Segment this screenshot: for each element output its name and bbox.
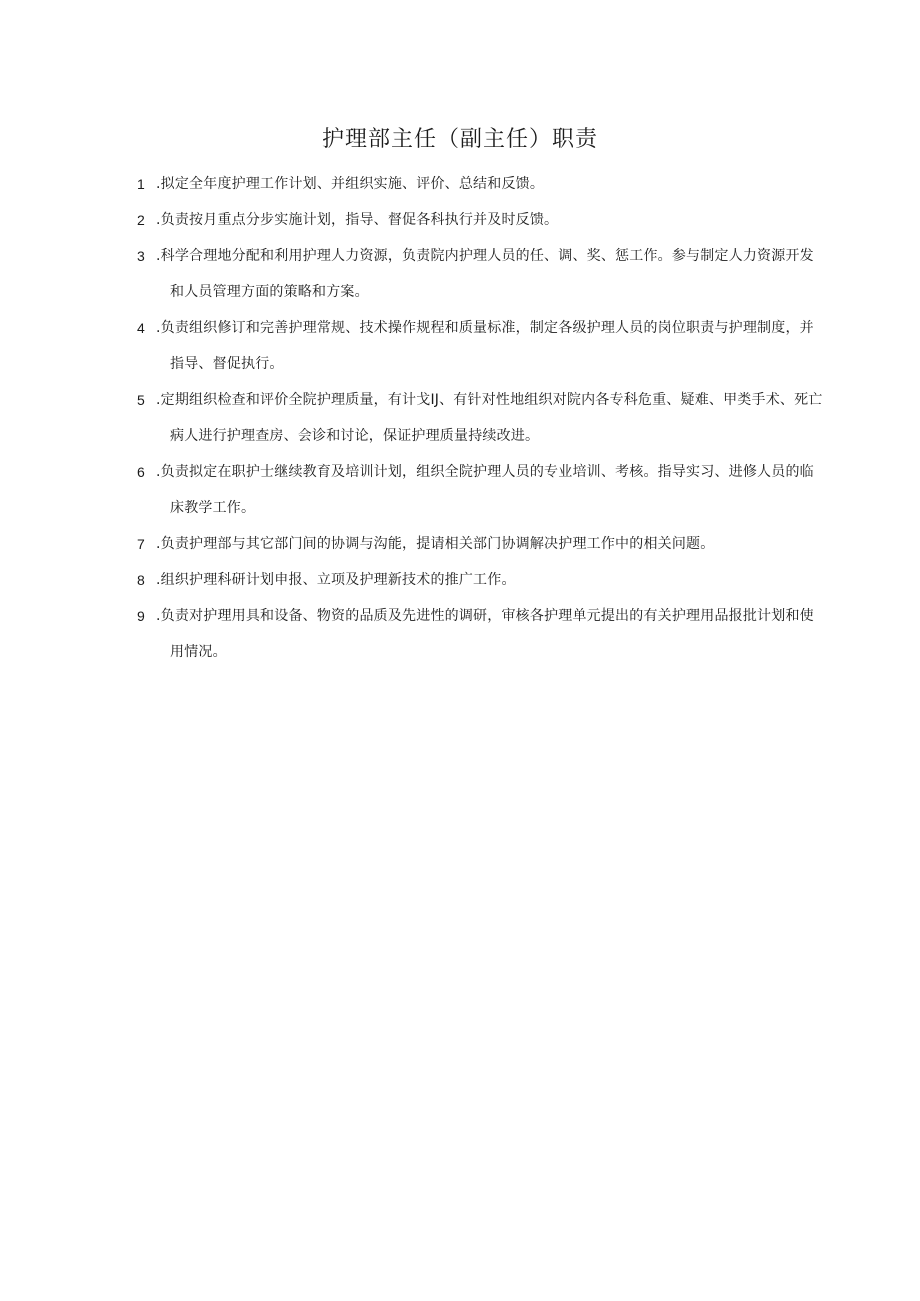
item-number: 5 [137, 392, 145, 408]
list-item [137, 454, 827, 526]
item-number: 6 [137, 464, 145, 480]
list-item [137, 526, 827, 562]
item-text: .负责对护理用具和设备、物资的品质及先进性的调研，审核各护理单元提出的有关护理用品报批计划和使用情况。 [156, 608, 814, 660]
item-text: .负责组织修订和完善护理常规、技术操作规程和质量标准，制定各级护理人员的岗位职责与护理制度，并指导、督促执行。 [156, 320, 814, 372]
item-number: 7 [137, 536, 145, 552]
item-number: 4 [137, 320, 145, 336]
item-text: .定期组织检查和评价全院护理质量，有计戈IJ、有针对性地组织对院内各专科危重、疑难、甲类手术、死亡病人进行护理查房、会诊和讨论，保证护理质量持续改进。 [156, 392, 823, 444]
document-title: 护理部主任（副主任）职责 [321, 127, 598, 152]
item-number: 8 [137, 572, 145, 588]
list-item [137, 166, 827, 202]
item-text: .组织护理科研计划申报、立项及护理新技术的推广工作。 [156, 572, 516, 588]
list-item [137, 310, 827, 382]
item-text: .拟定全年度护理工作计划、并组织实施、评价、总结和反馈。 [156, 176, 545, 192]
item-number: 1 [137, 176, 145, 192]
item-number: 3 [137, 248, 145, 264]
item-number: 2 [137, 212, 145, 228]
list-item [137, 382, 827, 454]
item-text: .负责拟定在职护士继续教育及培训计划，组织全院护理人员的专业培训、考核。指导实习、进修人员的临床教学工作。 [156, 464, 814, 516]
item-text: .负责护理部与其它部门间的协调与沟能，提请相关部门协调解决护理工作中的相关问题。 [156, 536, 715, 552]
duties-list [137, 166, 827, 670]
list-item [137, 562, 827, 598]
list-item [137, 238, 827, 310]
item-text: .科学合理地分配和利用护理人力资源，负责院内护理人员的任、调、奖、惩工作。参与制定人力资源开发和人员管理方面的策略和方案。 [156, 248, 814, 300]
item-text: .负责按月重点分步实施计划，指导、督促各科执行并及时反馈。 [156, 212, 559, 228]
item-number: 9 [137, 608, 145, 624]
list-item [137, 598, 827, 670]
list-item [137, 202, 827, 238]
